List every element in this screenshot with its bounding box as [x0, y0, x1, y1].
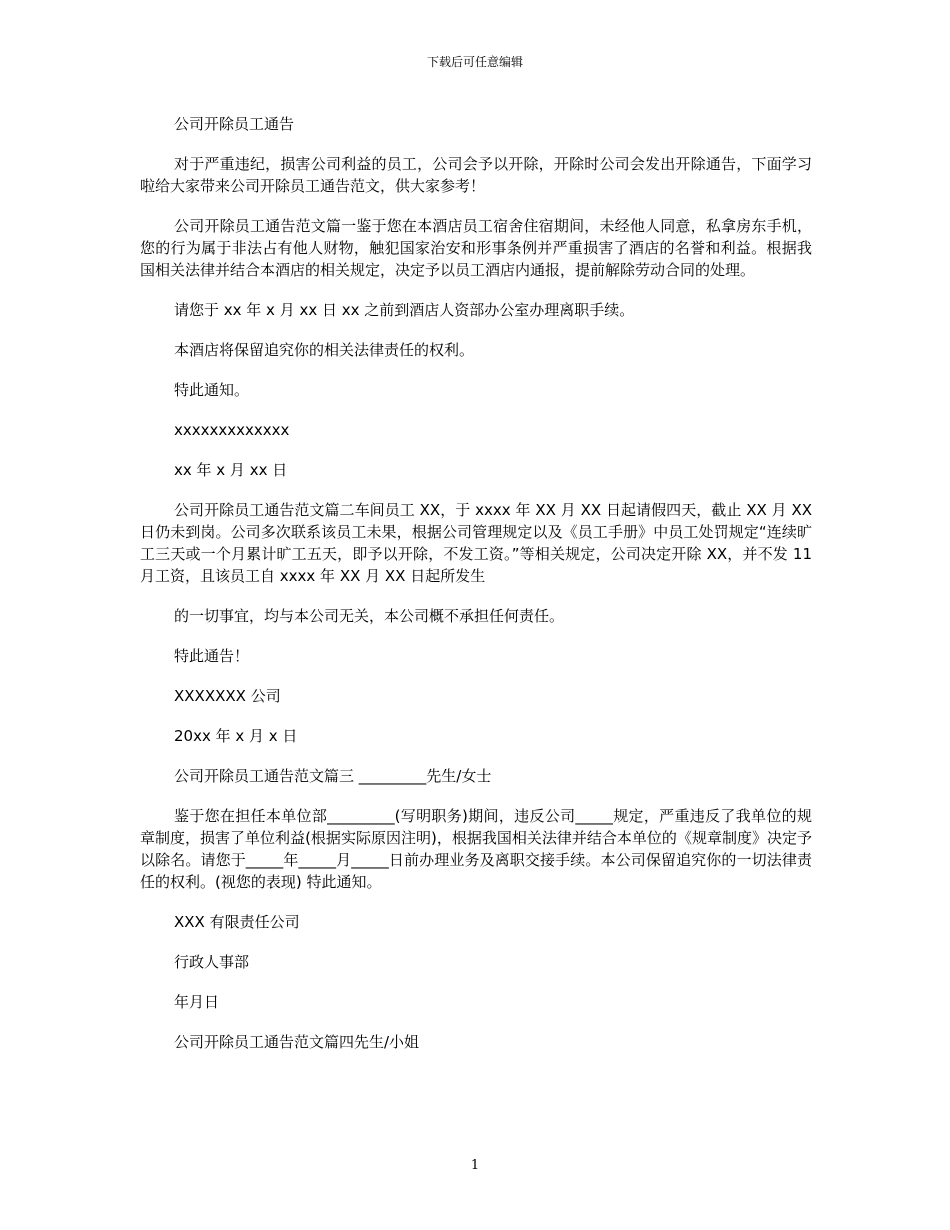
- intro-paragraph: 对于严重违纪，损害公司利益的员工，公司会予以开除，开除时公司会发出开除通告，下面学习啦给大家带来公司开除员工通告范文，供大家参考！: [140, 155, 812, 195]
- sample-one-closing: 特此通知。: [174, 381, 250, 399]
- sample-one-deadline: 请您于 xx 年 x 月 xx 日 xx 之前到酒店人资部办公室办理离职手续。: [174, 301, 635, 319]
- sample-two-date: 20xx 年 x 月 x 日: [174, 727, 298, 745]
- page-header: 下载后可任意编辑: [426, 55, 523, 69]
- sample-two-closing: 特此通告！: [174, 647, 250, 665]
- document-title: 公司开除员工通告: [174, 115, 295, 133]
- sample-four-heading: 公司开除员工通告范文篇四先生/小姐: [174, 1033, 420, 1051]
- sample-one-body: 公司开除员工通告范文篇一鉴于您在本酒店员工宿舍住宿期间，未经他人同意，私拿房东手机，您的行为属于非法占有他人财物，触犯国家治安和形事条例并严重损害了酒店的名誉和利益。根据我国相关法律并结合本酒店的相关规定，决定予以员工酒店内通报，提前解除劳动合同的处理。: [140, 217, 812, 279]
- sample-one-date: xx 年 x 月 xx 日: [174, 461, 288, 479]
- sample-two-body: 公司开除员工通告范文篇二车间员工 XX，于 xxxx 年 XX 月 XX 日起请假四天，截止 XX 月 XX 日仍未到岗。公司多次联系该员工未果，根据公司管理规定以及《员工手册》中员工处罚规定“连续旷工三天或一个月累计旷工五天，即予以开除，不发工资。”等相关规定，公司决定开除 XX，并不发 11 月工资，且该员工自 xxxx 年 XX 月 XX 日起所发生: [140, 501, 812, 585]
- page-number: 1: [470, 1158, 480, 1173]
- sample-two-signature: XXXXXXX 公司: [174, 687, 281, 705]
- sample-one-signature: xxxxxxxxxxxxx: [174, 421, 290, 439]
- sample-three-heading: 公司开除员工通告范文篇三 _________先生/女士: [174, 767, 492, 785]
- sample-two-continuation: 的一切事宜，均与本公司无关，本公司概不承担任何责任。: [174, 607, 565, 625]
- sample-three-company: XXX 有限责任公司: [174, 913, 300, 931]
- sample-three-body: 鉴于您在担任本单位部_________(写明职务)期间，违反公司_____规定，严重违反了我单位的规章制度，损害了单位利益(根据实际原因注明)，根据我国相关法律并结合本单位的《规章制度》决定予以除名。请您于_____年_____月_____日前办理业务及离职交接手续。本公司保留追究你的一切法律责任的权利。(视您的表现) 特此通知。: [140, 807, 812, 891]
- sample-one-liability: 本酒店将保留追究你的相关法律责任的权利。: [174, 341, 475, 359]
- sample-three-date: 年月日: [174, 993, 220, 1011]
- document-body: [140, 113, 812, 1071]
- sample-three-department: 行政人事部: [174, 953, 250, 971]
